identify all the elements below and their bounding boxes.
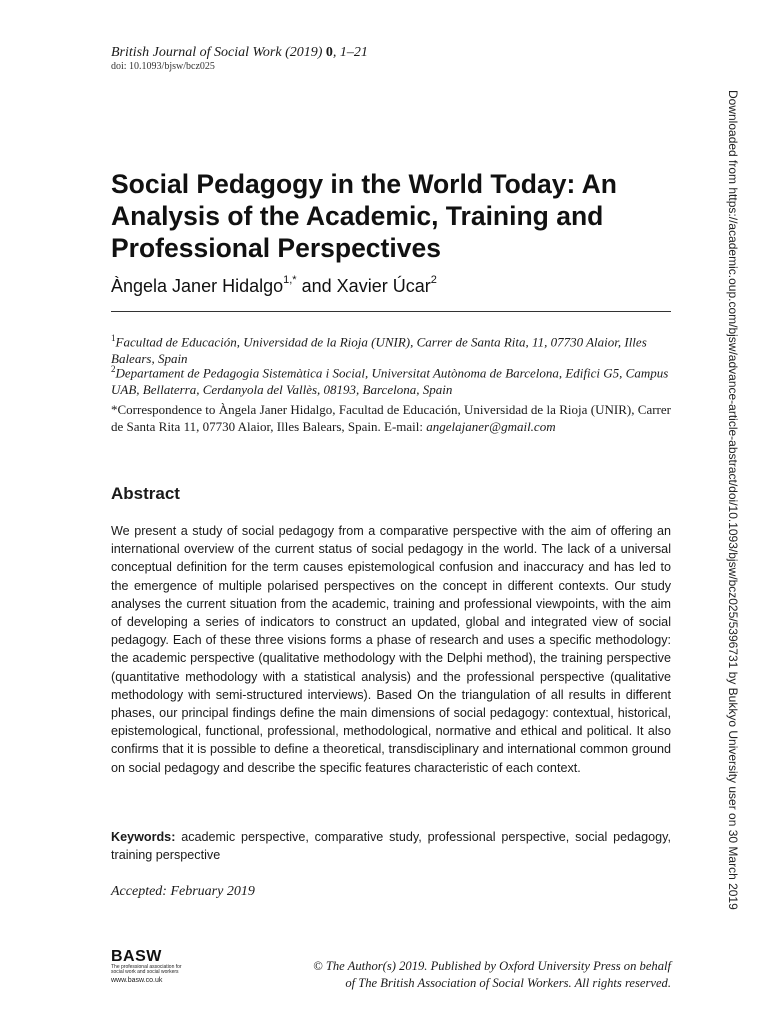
affiliation-2-mark: 2 bbox=[111, 364, 116, 374]
affiliation-1-text: Facultad de Educación, Universidad de la Rioja (UNIR), Carrer de Santa Rita, 11, 07730 Alaior, Illes Balears, Spain bbox=[111, 334, 647, 366]
journal-name: British Journal of Social Work (2019) bbox=[111, 45, 323, 60]
article-title: Social Pedagogy in the World Today: An Analysis of the Academic, Training and Professional Perspectives bbox=[111, 169, 617, 263]
basw-url[interactable]: www.basw.co.uk bbox=[111, 977, 163, 984]
author-2-name: Xavier Úcar bbox=[336, 276, 431, 296]
author-line bbox=[111, 276, 437, 297]
copyright-line-1: © The Author(s) 2019. Published by Oxford University Press on behalf bbox=[313, 959, 671, 973]
correspondence-text: *Correspondence to Àngela Janer Hidalgo, Facultad de Educación, Universidad de la Rioja (UNIR), Carrer de Santa Rita 11, 07730 Alaior, Illes Balears, Spain. E-mail: bbox=[111, 402, 671, 434]
journal-volume: 0 bbox=[325, 45, 333, 60]
copyright-notice bbox=[245, 958, 671, 991]
keywords bbox=[111, 828, 671, 864]
basw-logo-wordmark: BASW bbox=[111, 948, 162, 965]
title-divider bbox=[111, 311, 671, 312]
abstract-heading: Abstract bbox=[111, 484, 180, 503]
affiliation-2-text: Departament de Pedagogia Sistemàtica i Social, Universitat Autònoma de Barcelona, Edifici G5, Campus UAB, Bellaterra, Cerdanyola del Vallès, 08193, Barcelona, Spain bbox=[111, 365, 669, 397]
keywords-label: Keywords: bbox=[111, 830, 176, 844]
author-1-affiliation-mark: 1,* bbox=[283, 274, 297, 286]
correspondence-email[interactable]: angelajaner@gmail.com bbox=[426, 418, 556, 434]
basw-logo bbox=[111, 949, 191, 984]
author-1-name: Àngela Janer Hidalgo bbox=[111, 276, 284, 296]
download-watermark bbox=[727, 90, 747, 940]
download-watermark-text: Downloaded from https://academic.oup.com/bjsw/advance-article-abstract/doi/10.1093/bjsw/bcz025/5396731 by Bukkyo University user on 30 March 2019 bbox=[726, 90, 740, 910]
journal-citation bbox=[111, 45, 368, 61]
keywords-text: academic perspective, comparative study, professional perspective, social pedagogy, training perspective bbox=[111, 830, 671, 863]
accepted-date: Accepted: February 2019 bbox=[111, 884, 255, 899]
author-conjunction: and bbox=[301, 276, 332, 296]
copyright-line-2: of The British Association of Social Workers. All rights reserved. bbox=[345, 975, 671, 990]
affiliation-1-mark: 1 bbox=[111, 333, 116, 343]
doi-text: doi: 10.1093/bjsw/bcz025 bbox=[111, 61, 215, 72]
affiliation-2 bbox=[111, 361, 671, 398]
correspondence-note bbox=[111, 402, 671, 435]
journal-pages: , 1–21 bbox=[332, 45, 368, 60]
abstract-body: We present a study of social pedagogy from a comparative perspective with the aim of offering an international overview of the current status of social pedagogy in the world. The lack of a universal conceptual definition for the term causes epistemological confusion and inaccuracy and has led to the emergence of multiple polarised perspectives on the concept in different contexts. Our study analyses the current situation from the academic, training and professional viewpoints, with the aim of developing a series of indicators to construct an updated, global and integrated view of social pedagogy. Each of these three visions forms a phase of research and uses a specific methodology: the academic perspective (qualitative methodology with the Delphi method), the training perspective (quantitative methodology with a statistical analysis) and the professional perspective (qualitative methodology with semi-structured interviews). Based On the triangulation of all results in different phases, our principal findings define the main dimensions of social pedagogy: contextual, historical, epistemological, functional, professional, methodological, normative and ethical and political. It also confirms that it is possible to define a theoretical, transdisciplinary and international common ground on social pedagogy and describe the specific features characteristic of each context. bbox=[111, 524, 671, 775]
author-2-affiliation-mark: 2 bbox=[430, 274, 437, 286]
basw-logo-tagline: The professional association for social work and social workers bbox=[111, 964, 182, 975]
